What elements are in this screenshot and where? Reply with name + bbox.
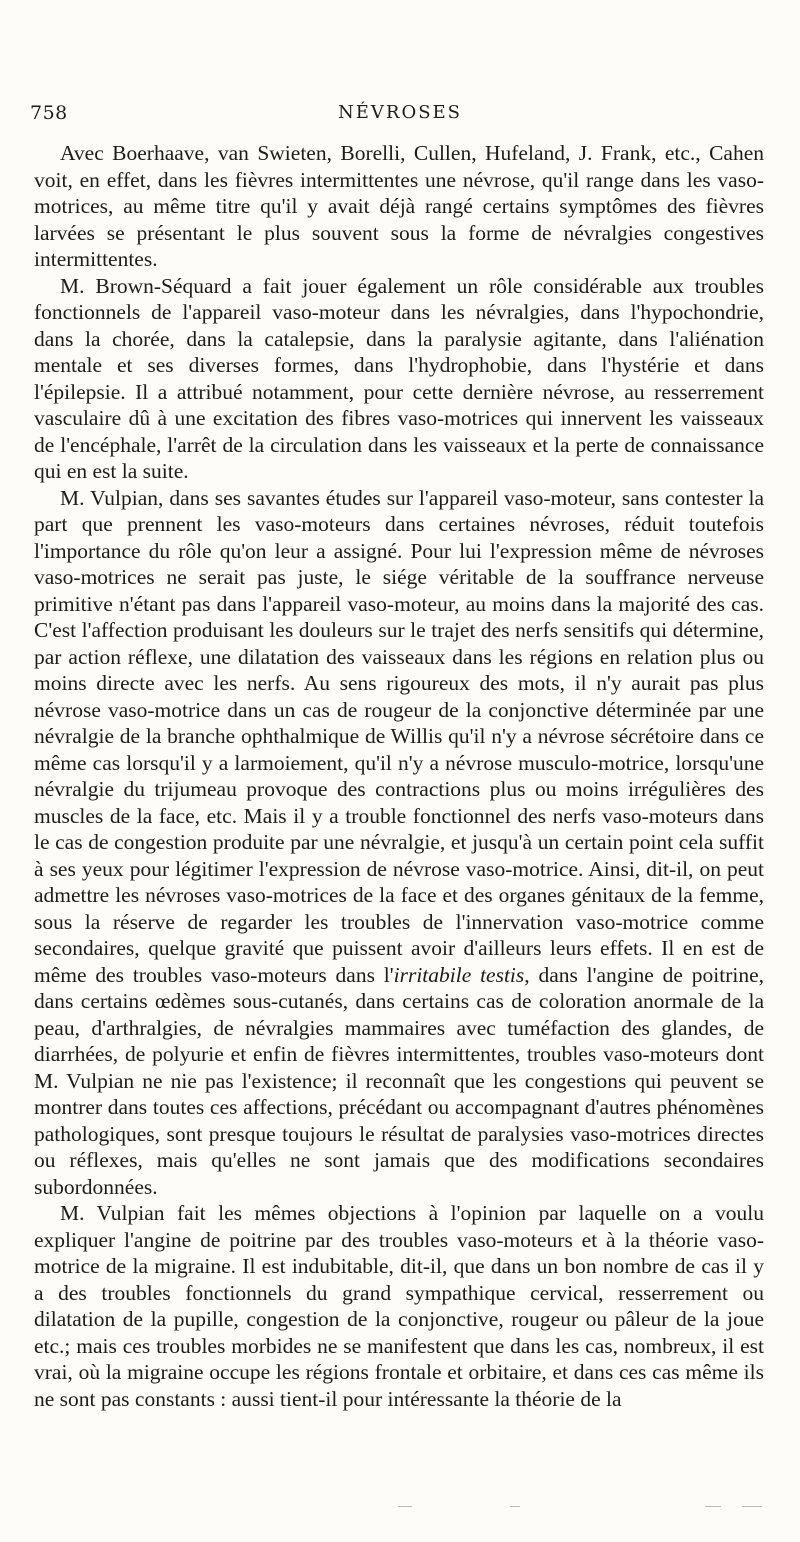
scan-mark: [510, 1506, 520, 1507]
scan-mark: [742, 1506, 762, 1507]
scan-mark: [705, 1506, 721, 1507]
paragraph-2: M. Brown-Séquard a fait jouer également un rôle considérable aux troubles fonctionnels de l'appareil vaso-moteur dans les névralgies, dans l'hypochondrie, dans la chorée, dans la catalepsie, dans la paralysie agitante, dans l'aliénation mentale et ses diverses formes, dans l'hydrophobie, dans l'hystérie et dans l'épilepsie. Il a attribué notamment, pour cette dernière névrose, au resserrement vasculaire dû à une excitation des fibres vaso-motrices qui innervent les vaisseaux de l'encéphale, l'arrêt de la circulation dans les vaisseaux et la perte de connaissance qui en est la suite.: [34, 273, 764, 483]
italic-term: irritabile testis: [393, 962, 525, 987]
paragraph-4: M. Vulpian fait les mêmes objections à l'opinion par laquelle on a voulu expliquer l'angine de poitrine par des troubles vaso-moteurs et à la théorie vaso-motrice de la migraine. Il est indubitable, dit-il, que dans un bon nombre de cas il y a des troubles fonctionnels du grand sympathique cervical, resserrement ou dilatation de la pupille, congestion de la conjonctive, rougeur ou pâleur de la joue etc.; mais ces troubles morbides ne se manifestent que dans les cas, nombreux, il est vrai, où la migraine occupe les régions frontale et orbitaire, et dans ces cas même ils ne sont pas constants : aussi tient-il pour intéressante la théorie de la: [34, 1201, 764, 1411]
scan-mark: [398, 1506, 412, 1507]
paragraph-3: [34, 485, 764, 1201]
paragraph-1: Avec Boerhaave, van Swieten, Borelli, Cullen, Hufeland, J. Frank, etc., Cahen voit, en effet, dans les fièvres intermittentes une névrose, qu'il range dans les vaso-motrices, au même titre qu'il y avait déjà rangé certains symptômes des fièvres larvées se présentant le plus souvent sous la forme de névralgies congestives intermittentes.: [34, 141, 764, 271]
paragraph-3-text-before: M. Vulpian, dans ses savantes études sur l'appareil vaso-moteur, sans contester la part que prennent les vaso-moteurs dans certaines névroses, réduit toutefois l'importance du rôle qu'on leur a assigné. Pour lui l'expression même de névroses vaso-motrices ne serait pas juste, le siége véritable de la souffrance nerveuse primitive n'étant pas dans l'appareil vaso-moteur, au moins dans la majorité des cas. C'est l'affection produisant les douleurs sur le trajet des nerfs sensitifs qui détermine, par action réflexe, une dilatation des vaisseaux dans les régions en relation plus ou moins directe avec les nerfs. Au sens rigoureux des mots, il n'y aurait pas plus névrose vaso-motrice dans un cas de rougeur de la conjonctive déterminée par une névralgie de la branche ophthalmique de Willis qu'il n'y a névrose sécrétoire dans ce même cas lorsqu'il y a larmoiement, qu'il n'y a névrose musculo-motrice, lorsqu'une névralgie du trijumeau provoque des contractions plus ou moins irrégulières des muscles de la face, etc. Mais il y a trouble fonctionnel des nerfs vaso-moteurs dans le cas de congestion produite par une névralgie, et jusqu'à un certain point cela suffit à ses yeux pour légitimer l'expression de névrose vaso-motrice. Ainsi, dit-il, on peut admettre les névroses vaso-motrices de la face et des organes génitaux de la femme, sous la réserve de regarder les troubles de l'innervation vaso-motrice comme secondaires, quelque gravité que puissent avoir d'ailleurs leurs effets. Il en est de même des troubles vaso-moteurs dans l': [34, 485, 764, 987]
page-header: [30, 102, 770, 128]
paragraph-3-text-after: , dans l'angine de poitrine, dans certains œdèmes sous-cutanés, dans certains cas de coloration anormale de la peau, d'arthralgies, de névralgies mammaires avec tuméfaction des glandes, de diarrhées, de polyurie et enfin de fièvres intermittentes, troubles vaso-moteurs dont M. Vulpian ne nie pas l'existence; il reconnaît que les congestions qui peuvent se montrer dans toutes ces affections, précédant ou accompagnant d'autres phénomènes pathologiques, sont presque toujours le résultat de paralysies vaso-motrices directes ou réflexes, mais qu'elles ne sont jamais que des modifications secondaires subordonnées.: [34, 962, 764, 1199]
body-text: [34, 140, 764, 1412]
running-title: NÉVROSES: [338, 102, 462, 123]
page-number: 758: [30, 102, 68, 124]
scan-artifacts: [0, 1498, 800, 1518]
